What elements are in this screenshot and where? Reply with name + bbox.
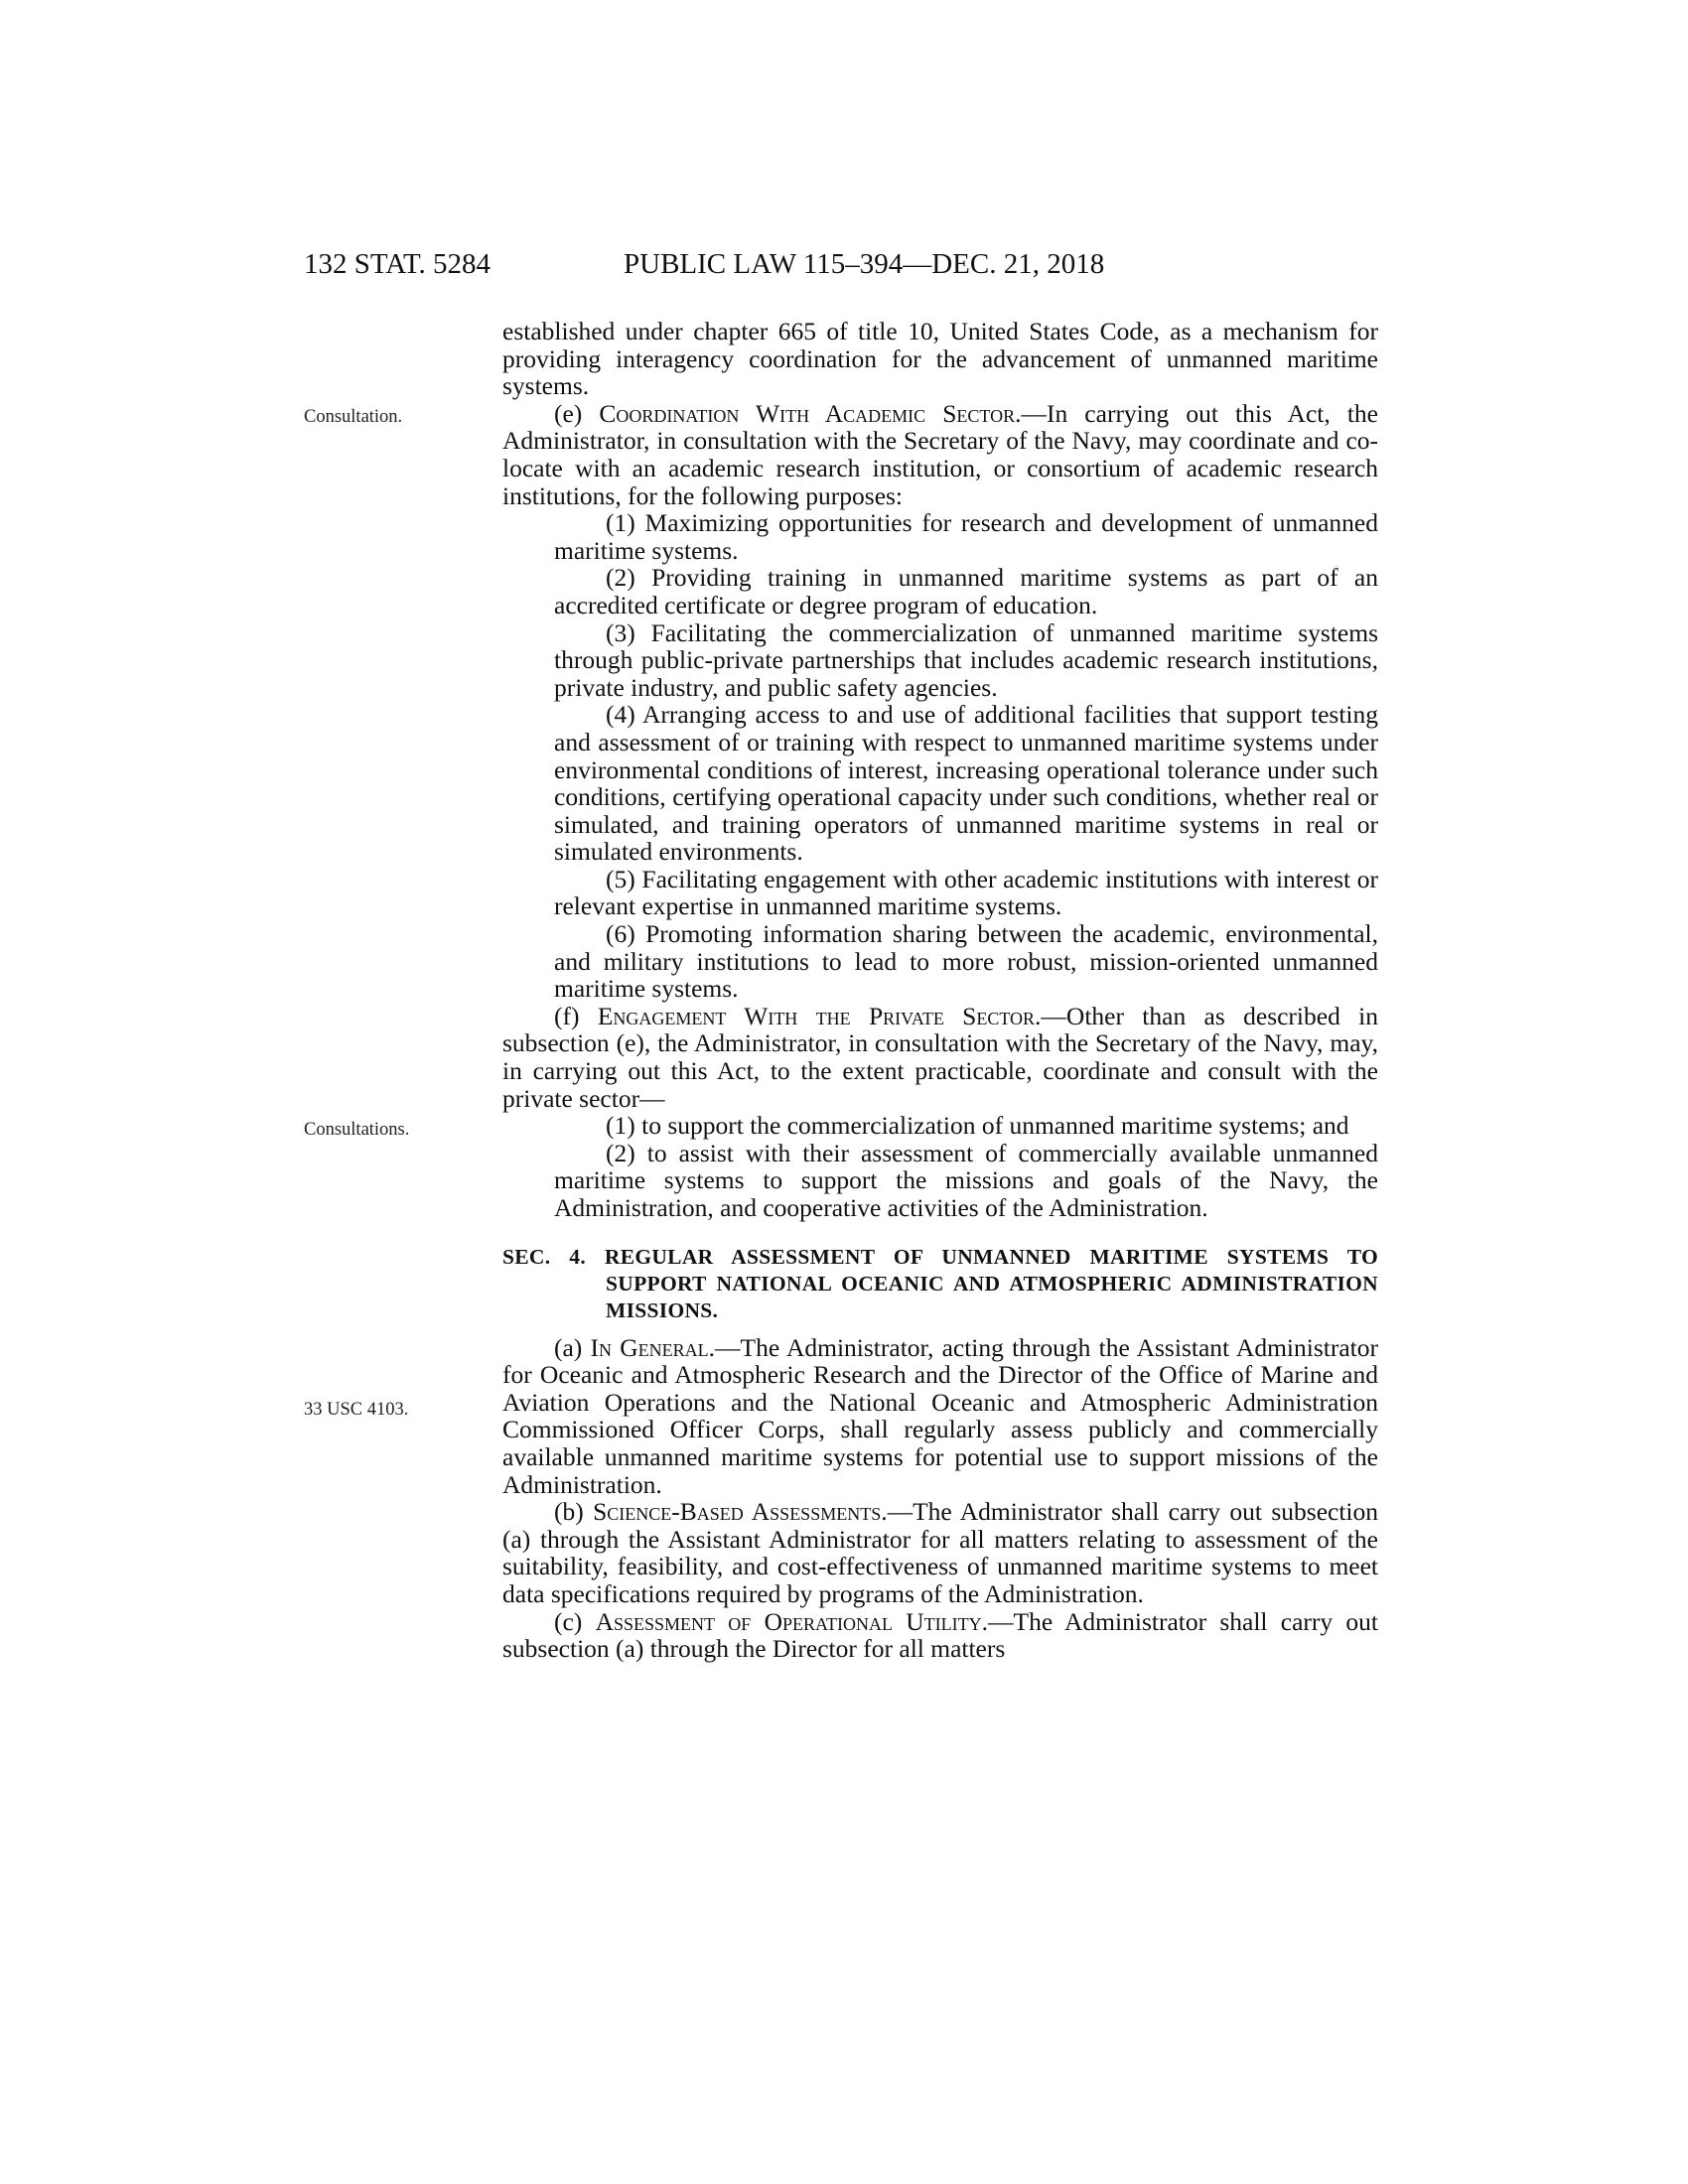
subsection-e <box>502 400 1378 509</box>
paragraph-e4: (4) Arranging access to and use of additional facilities that support testing and assessment of or training with respect to unmanned maritime systems under environmental conditions of interest, increasing operational tolerance under such conditions, certifying operational capacity under such conditions, whether real or simulated, and training operators of unmanned maritime systems in real or simulated environments. <box>554 700 1378 867</box>
paragraph-f2: (2) to assist with their assessment of commercially available unmanned maritime systems to support the missions and goals of the Navy, the Administration, and cooperative activities of the Administration. <box>554 1138 1378 1222</box>
subsection-c <box>502 1608 1378 1663</box>
margin-note-consultation: Consultation. <box>304 407 403 427</box>
paragraph-e3: (3) Facilitating the commercialization of unmanned maritime systems through public-private partnerships that includes academic research institutions, private industry, and public safety agencies. <box>554 617 1378 702</box>
paragraph-continuation: established under chapter 665 of title 10, United States Code, as a mechanism for providing interagency coordination for the advancement of unmanned maritime systems. <box>502 317 1378 401</box>
running-header <box>304 248 1378 288</box>
paragraph-e6: (6) Promoting information sharing between the academic, environmental, and military institutions to lead to more robust, mission-oriented unmanned maritime systems. <box>554 919 1378 1004</box>
paragraph-e1: (1) Maximizing opportunities for research and development of unmanned maritime systems. <box>554 508 1378 565</box>
subsection-b-heading: Science-Based Assessments. <box>593 1497 888 1527</box>
subsection-f <box>502 1003 1378 1112</box>
subsection-b <box>502 1498 1378 1607</box>
subsection-e-label: (e) <box>554 398 600 428</box>
body-text-column <box>502 318 1378 1663</box>
subsection-b-text: —The Administrator shall carry out subsection (a) through the Assistant Administrator for all matters relating to assessment of the suitability, feasibility, and cost-effectiveness of unmanned maritime systems to meet data specifications required by programs of the Administration. <box>502 1497 1379 1608</box>
margin-note-usc-citation: 33 USC 4103. <box>304 1400 409 1420</box>
subsection-c-text: —The Administrator shall carry out subsection (a) through the Director for all matters <box>502 1606 1378 1664</box>
margin-note-consultations: Consultations. <box>304 1120 410 1140</box>
subsection-a-text: —The Administrator, acting through the Assistant Administrator for Oceanic and Atmospheric Research and the Director of the Office of Marine and Aviation Operations and the National Oceanic and Atmospheric Administration Commissioned Officer Corps, shall regularly assess publicly and commercially available unmanned maritime systems for potential use to support missions of the Administration. <box>502 1332 1378 1499</box>
subsection-f-text: —Other than as described in subsection (e), the Administrator, in consultation with the Secretary of the Navy, may, in carrying out this Act, to the extent practicable, coordinate and consult with the private sector— <box>502 1001 1378 1113</box>
subsection-a <box>502 1334 1378 1499</box>
paragraph-e5: (5) Facilitating engagement with other academic institutions with interest or relevant expertise in unmanned maritime systems. <box>554 864 1378 921</box>
subsection-b-label: (b) <box>554 1497 594 1527</box>
subsection-a-heading: In General. <box>590 1332 715 1362</box>
public-law-title: PUBLIC LAW 115–394—DEC. 21, 2018 <box>624 248 1105 280</box>
subsection-a-label: (a) <box>554 1332 591 1362</box>
subsection-c-heading: Assessment of Operational Utility. <box>595 1606 989 1636</box>
paragraph-f1: (1) to support the commercialization of unmanned maritime systems; and <box>606 1111 1349 1141</box>
subsection-f-heading: Engagement With the Private Sector. <box>597 1001 1042 1030</box>
subsection-e-heading: Coordination With Academic Sector. <box>599 398 1022 428</box>
statute-page-number: 132 STAT. 5284 <box>304 248 492 280</box>
section-4-heading: SEC. 4. REGULAR ASSESSMENT OF UNMANNED MARITIME SYSTEMS TO SUPPORT NATIONAL OCEANIC AND ATMOSPHERIC ADMINISTRATION MISSIONS. <box>502 1244 1378 1322</box>
subsection-c-label: (c) <box>554 1606 596 1636</box>
subsection-e-text: —In carrying out this Act, the Administrator, in consultation with the Secretary of the Navy, may coordinate and co-locate with an academic research institution, or consortium of academic research institutions, for the following purposes: <box>502 398 1378 510</box>
subsection-f-label: (f) <box>554 1001 598 1030</box>
paragraph-e2: (2) Providing training in unmanned maritime systems as part of an accredited certificate or degree program of education. <box>554 563 1378 619</box>
